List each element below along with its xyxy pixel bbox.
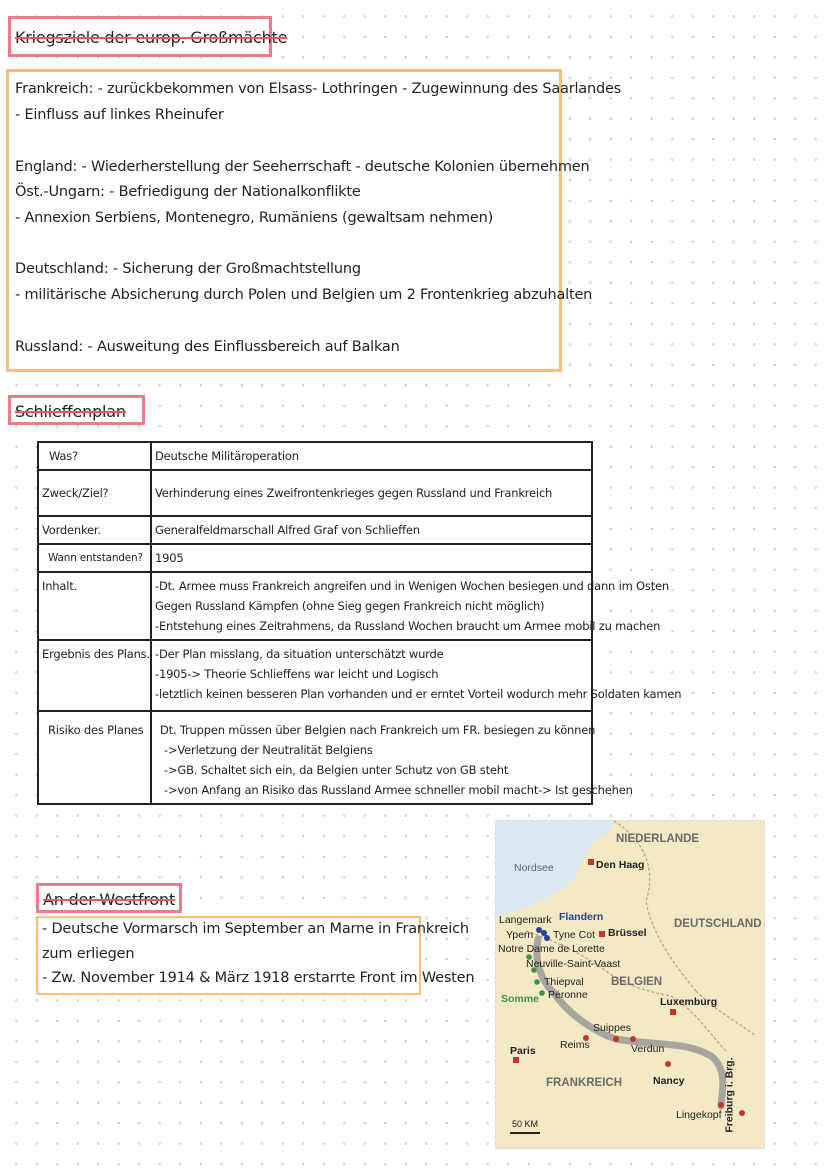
table-row (38, 711, 592, 804)
kriegsziele-box (6, 69, 622, 372)
text-line: zum erliegen (42, 946, 135, 962)
map-label-paris: Paris (510, 1045, 536, 1057)
table-row (38, 470, 592, 516)
table-value: Generalfeldmarschall Alfred Graf von Schlieffen (151, 516, 592, 544)
city-dot (739, 1110, 745, 1116)
map-label-frankreich: FRANKREICH (546, 1077, 623, 1089)
map-label-langemark: Langemark (499, 914, 552, 926)
map-label-peronne: Péronne (548, 989, 588, 1001)
map-label-notre-dame: Notre Dame de Lorette (498, 943, 605, 955)
schlieffenplan-table (37, 441, 682, 805)
map-label-neuville: Neuville-Saint-Vaast (526, 958, 621, 970)
table-value: -Der Plan misslang, da situation unterschätzt wurde -1905-> Theorie Schlieffens war leicht und Logisch -letztlich keinen besseren Plan vorhanden und er erntet Vorteil wodurch mehr Soldaten kamen (151, 640, 592, 711)
map-label-suippes: Suippes (593, 1022, 631, 1034)
map-label-ypern: Ypern (506, 929, 534, 941)
city-dot (665, 1061, 671, 1067)
table-value: Verhinderung eines Zweifrontenkrieges gegen Russland und Frankreich (151, 470, 592, 516)
city-marker (513, 1057, 519, 1063)
flanders-dot (536, 927, 542, 933)
table-row (38, 572, 592, 640)
city-dot (630, 1036, 636, 1042)
map-label-luxemburg: Luxemburg (660, 996, 718, 1008)
table-value: 1905 (151, 544, 592, 572)
map-label-belgien: BELGIEN (611, 976, 663, 988)
text-line: - militärische Absicherung durch Polen und Belgien um 2 Frontenkrieg abzuhalten (15, 287, 593, 303)
table-row (38, 544, 592, 572)
border-line (614, 821, 696, 991)
text-line: - Deutsche Vormarsch im September an Marne in Frankreich (42, 921, 469, 937)
table-key: Wann entstanden? (38, 544, 151, 572)
text-line: - Zw. November 1914 & März 1918 erstarrte Front im Westen (42, 970, 475, 986)
table-value: Dt. Truppen müssen über Belgien nach Frankreich um FR. besiegen zu können ->Verletzung der Neutralität Belgiens ->GB. Schaltet sich ein, da Belgien unter Schutz von GB steht ->von Anfang an Risiko das Russland Armee schneller mobil macht-> Ist geschehen (151, 711, 592, 804)
map-label-deutschland: DEUTSCHLAND (674, 918, 762, 930)
somme-dot (539, 990, 545, 996)
section-title-kriegsziele: Kriegsziele der europ. Großmächte (8, 16, 272, 57)
text-line: - Einfluss auf linkes Rheinufer (15, 107, 224, 123)
map-label-somme: Somme (501, 993, 539, 1005)
city-marker (588, 859, 594, 865)
map-label-bruessel: Brüssel (608, 927, 647, 939)
text-line: Deutschland: - Sicherung der Großmachtstellung (15, 261, 361, 277)
city-dot (613, 1036, 619, 1042)
table-row (38, 640, 592, 711)
flanders-dot (541, 930, 547, 936)
city-marker (599, 931, 605, 937)
table-key: Ergebnis des Plans. (38, 640, 151, 711)
map-label-niederlande: NIEDERLANDE (616, 833, 700, 845)
city-marker (670, 1009, 676, 1015)
table-value: -Dt. Armee muss Frankreich angreifen und in Wenigen Wochen besiegen und dann im Osten Gegen Russland Kämpfen (ohne Sieg gegen Frankreich nicht möglich) -Entstehung eines Zeitrahmens, da Russland Wochen braucht um Armee mobil zu machen (151, 572, 592, 640)
text-line: Russland: - Ausweitung des Einflussbereich auf Balkan (15, 339, 400, 355)
text-line: - Annexion Serbiens, Montenegro, Rumäniens (gewaltsam nehmen) (15, 210, 494, 226)
table-value: Deutsche Militäroperation (151, 442, 592, 470)
text-line: Frankreich: - zurückbekommen von Elsass- Lothringen - Zugewinnung des Saarlandes (15, 81, 622, 97)
flanders-dot (544, 935, 550, 941)
section-title-schlieffenplan: Schlieffenplan (8, 395, 145, 425)
table-key: Vordenker. (38, 516, 151, 544)
table-key: Risiko des Planes (38, 711, 151, 804)
map-label-nordsee: Nordsee (514, 862, 554, 874)
table-row (38, 516, 592, 544)
map-label-lingekopf: Lingekopf (676, 1109, 722, 1121)
map-label-nancy: Nancy (653, 1075, 685, 1087)
text-line: Öst.-Ungarn: - Befriedigung der Nationalkonflikte (15, 184, 361, 200)
map-label-thiepval: Thiepval (544, 976, 584, 988)
section-title-westfront: An der Westfront (36, 883, 182, 913)
map-label-reims: Reims (560, 1039, 590, 1051)
table-key: Inhalt. (38, 572, 151, 640)
map-label-den-haag: Den Haag (596, 859, 645, 871)
map-label-freiburg: Freiburg i. Brg. (723, 1057, 736, 1133)
westfront-box (36, 916, 475, 995)
table-key: Was? (38, 442, 151, 470)
somme-dot (534, 979, 540, 985)
text-line: England: - Wiederherstellung der Seeherrschaft - deutsche Kolonien übernehmen (15, 159, 590, 175)
westfront-map (495, 820, 765, 1149)
table-key: Zweck/Ziel? (38, 470, 151, 516)
map-label-scale: 50 KM (512, 1119, 539, 1129)
map-label-verdun: Verdun (631, 1043, 665, 1055)
table-row (38, 442, 592, 470)
map-label-tyne-cot: Tyne Cot (553, 929, 596, 941)
map-label-flandern: Flandern (559, 911, 604, 923)
